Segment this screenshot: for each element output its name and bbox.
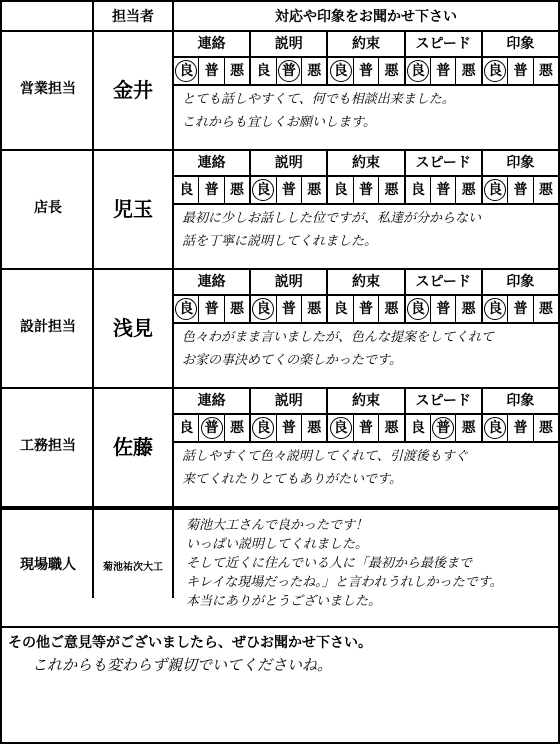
rating-option[interactable]: 普	[277, 177, 302, 203]
category-header: 連絡	[174, 270, 251, 294]
rating-option[interactable]: 良	[483, 415, 508, 441]
role-label: 設計担当	[20, 319, 76, 335]
feedback-column-header: 対応や印象をお聞かせ下さい	[275, 9, 457, 25]
comment-line: 本当にありがとうございました。	[186, 594, 382, 609]
comment	[174, 324, 558, 372]
category-header: 連絡	[174, 389, 251, 413]
category-header: 説明	[251, 389, 328, 413]
role-label: 現場職人	[20, 557, 76, 573]
comment	[174, 443, 558, 491]
rating-block	[174, 270, 558, 372]
staff-name: 浅見	[113, 316, 153, 340]
rating-option[interactable]: 悪	[538, 301, 553, 317]
rating-option[interactable]: 悪	[538, 420, 553, 436]
craftsman-comment	[174, 510, 558, 626]
rating-option[interactable]: 普	[277, 296, 302, 322]
role-label: 営業担当	[20, 81, 76, 97]
rating-options	[174, 58, 558, 86]
rating-option[interactable]: 普	[354, 177, 379, 203]
category-header: 連絡	[174, 32, 251, 56]
category-header: 約束	[328, 270, 405, 294]
rating-option[interactable]: 悪	[302, 177, 328, 203]
rating-option[interactable]: 良	[483, 177, 508, 203]
category-header: スピード	[406, 389, 483, 413]
staff-name: 菊池祐次大工	[103, 562, 163, 573]
category-header: 連絡	[174, 151, 251, 175]
category-headers	[174, 32, 558, 58]
comment-line: これからも宜しくお願いします。	[182, 115, 376, 130]
comment-line: 来てくれたりとてもありがたいです。	[182, 472, 402, 487]
rating-option[interactable]: 良	[251, 415, 276, 441]
rating-option[interactable]: 良	[251, 296, 276, 322]
rating-option[interactable]: 普	[431, 415, 456, 441]
rating-option[interactable]: 悪	[302, 296, 328, 322]
rating-option[interactable]: 悪	[456, 177, 482, 203]
rating-option[interactable]: 普	[508, 58, 533, 84]
rating-block	[174, 389, 558, 491]
rating-option[interactable]: 普	[431, 58, 456, 84]
category-header: 約束	[328, 32, 405, 56]
rating-option[interactable]: 普	[508, 296, 533, 322]
rating-option[interactable]: 悪	[379, 177, 405, 203]
category-header: 印象	[506, 393, 535, 409]
rating-option[interactable]: 良	[483, 296, 508, 322]
staff-name: 佐藤	[113, 435, 153, 459]
rating-option[interactable]: 悪	[225, 415, 251, 441]
rating-option[interactable]: 普	[431, 296, 456, 322]
category-header: 約束	[328, 389, 405, 413]
category-header: スピード	[406, 32, 483, 56]
category-header: スピード	[406, 151, 483, 175]
comment-line: いっぱい説明してくれました。	[186, 537, 369, 552]
rating-option[interactable]: 悪	[225, 177, 251, 203]
rating-options	[174, 296, 558, 324]
rating-option[interactable]: 普	[431, 177, 456, 203]
rating-option[interactable]: 良	[174, 415, 199, 441]
category-header: 説明	[251, 32, 328, 56]
rating-option[interactable]: 良	[328, 58, 353, 84]
category-header: スピード	[406, 270, 483, 294]
rating-option[interactable]: 良	[483, 58, 508, 84]
role-label: 店長	[34, 200, 62, 216]
staff-column-header: 担当者	[112, 9, 154, 25]
rating-option[interactable]: 普	[199, 58, 224, 84]
rating-options	[174, 177, 558, 205]
rating-option[interactable]: 良	[251, 58, 276, 84]
comment-line: 菊池大工さんで良かったです！	[186, 518, 369, 533]
rating-option[interactable]: 悪	[225, 296, 251, 322]
rating-option[interactable]: 普	[508, 177, 533, 203]
divider	[2, 626, 558, 628]
rating-option[interactable]: 悪	[302, 58, 328, 84]
rating-option[interactable]: 悪	[225, 58, 251, 84]
category-header: 約束	[328, 151, 405, 175]
rating-option[interactable]: 普	[354, 415, 379, 441]
rating-option[interactable]: 悪	[456, 296, 482, 322]
rating-options	[174, 415, 558, 443]
category-header: 印象	[506, 36, 535, 52]
rating-option[interactable]: 普	[354, 296, 379, 322]
comment	[174, 86, 558, 134]
rating-option[interactable]: 悪	[302, 415, 328, 441]
rating-option[interactable]: 普	[508, 415, 533, 441]
rating-option[interactable]: 良	[174, 296, 199, 322]
other-comments-label: その他ご意見等がございましたら、ぜひお聞かせ下さい。	[8, 635, 372, 651]
rating-option[interactable]: 普	[199, 415, 224, 441]
rating-option[interactable]: 良	[328, 177, 353, 203]
rating-option[interactable]: 悪	[538, 182, 553, 198]
rating-option[interactable]: 良	[174, 177, 199, 203]
comment-line: 最初に少しお話しした位ですが、私達が分からない	[182, 211, 482, 226]
comment-line: 話を丁寧に説明してくれました。	[182, 234, 378, 249]
comment-line: 話しやすくて色々説明してくれて、引渡後もすぐ	[182, 449, 468, 464]
other-comments-text: これからも変わらず親切でいてくださいね。	[32, 656, 333, 674]
rating-block	[174, 32, 558, 134]
rating-option[interactable]: 普	[199, 177, 224, 203]
comment	[174, 205, 558, 253]
comment-line: そして近くに住んでいる人に「最初から最後まで	[186, 556, 473, 571]
category-header: 印象	[506, 274, 535, 290]
rating-option[interactable]: 良	[251, 177, 276, 203]
rating-option[interactable]: 普	[277, 415, 302, 441]
rating-option[interactable]: 良	[406, 58, 431, 84]
comment-line: キレイな現場だったね。」と言われうれしかったです。	[186, 575, 503, 590]
category-headers	[174, 270, 558, 296]
rating-option[interactable]: 悪	[379, 296, 405, 322]
rating-option[interactable]: 良	[406, 296, 431, 322]
rating-option[interactable]: 悪	[456, 58, 482, 84]
rating-option[interactable]: 悪	[456, 415, 482, 441]
rating-option[interactable]: 普	[199, 296, 224, 322]
role-label: 工務担当	[20, 438, 76, 454]
rating-option[interactable]: 良	[328, 415, 353, 441]
rating-option[interactable]: 良	[328, 296, 353, 322]
comment-line: お家の事決めてくの楽しかったです。	[182, 353, 402, 368]
rating-option[interactable]: 良	[406, 177, 431, 203]
rating-option[interactable]: 普	[354, 58, 379, 84]
rating-option[interactable]: 悪	[538, 63, 553, 79]
category-headers	[174, 389, 558, 415]
comment-line: 色々わがまま言いましたが、色んな提案をしてくれて	[182, 330, 495, 345]
rating-block	[174, 151, 558, 253]
comment-line: とても話しやすくて、何でも相談出来ました。	[182, 92, 455, 107]
rating-option[interactable]: 良	[406, 415, 431, 441]
rating-option[interactable]: 悪	[379, 58, 405, 84]
category-header: 説明	[251, 151, 328, 175]
category-headers	[174, 151, 558, 177]
staff-name: 児玉	[113, 197, 153, 221]
rating-option[interactable]: 良	[174, 58, 199, 84]
rating-option[interactable]: 悪	[379, 415, 405, 441]
staff-name: 金井	[113, 78, 153, 102]
category-header: 印象	[506, 155, 535, 171]
category-header: 説明	[251, 270, 328, 294]
rating-option[interactable]: 普	[277, 58, 302, 84]
